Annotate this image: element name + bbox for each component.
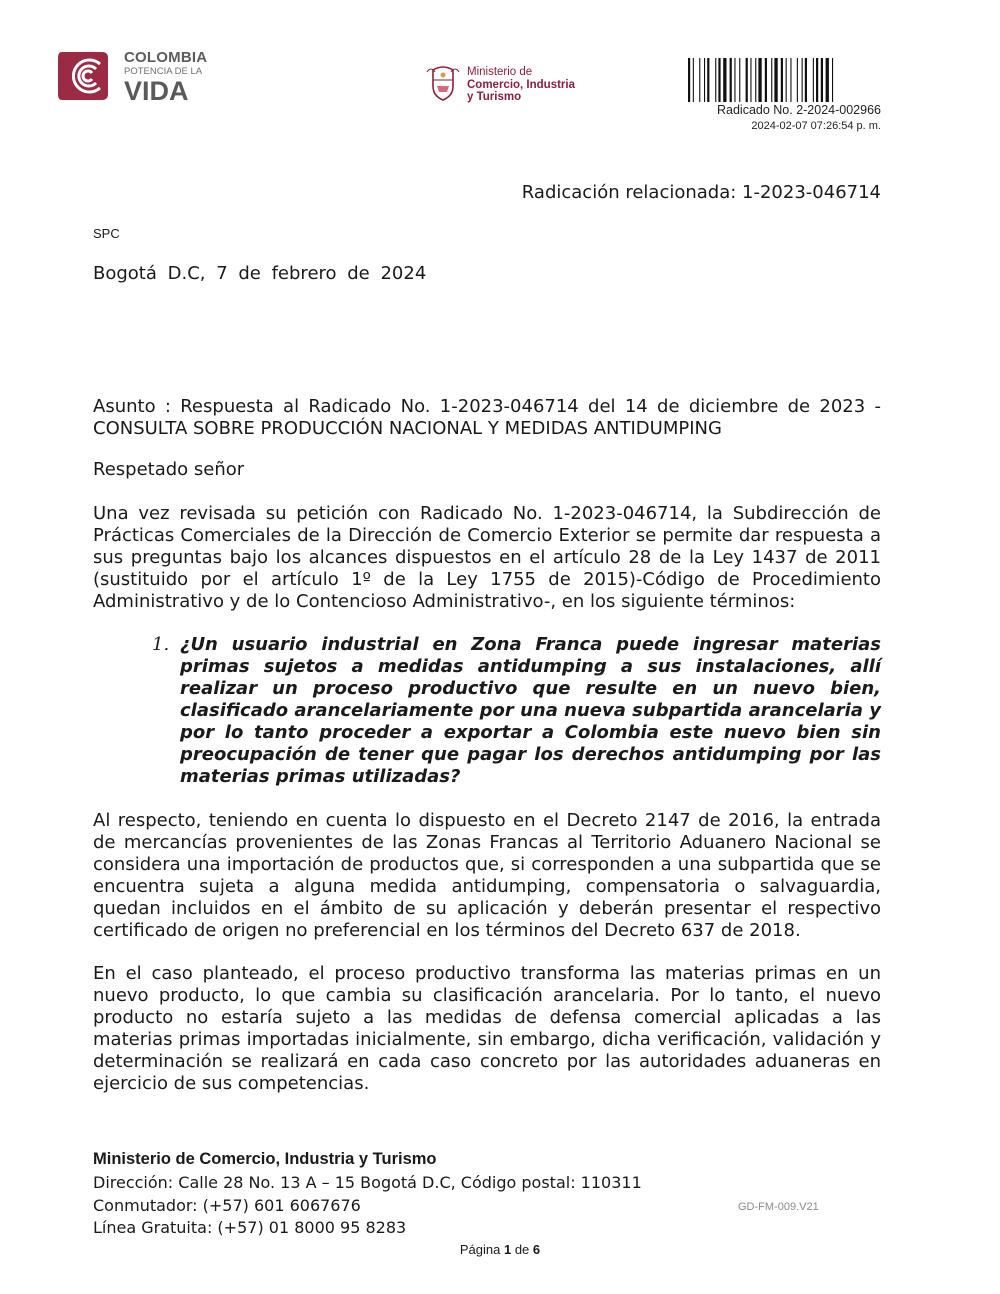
ministry-line-3: y Turismo (467, 91, 522, 103)
footer-address: Dirección: Calle 28 No. 13 A – 15 Bogotá D.C, Código postal: 110311 (93, 1173, 642, 1192)
logo-line-3: VIDA (124, 76, 189, 106)
barcode (688, 58, 880, 102)
question-text: ¿Un usuario industrial en Zona Franca puede ingresar materias primas sujetos a medidas antidumping a sus instalaciones, allí realizar un proceso productivo que resulte en un nuevo bien, clasificado arancelariamente por una nueva subpartida arancelaria y por lo tanto proceder a exportar a Colombia este nuevo bien sin preocupación de tener que pagar los derechos antidumping por las materias primas utilizadas? (180, 634, 881, 787)
letter-greeting: Respetado señor (93, 459, 245, 480)
ministry-line-2: Comercio, Industria (467, 78, 575, 91)
page-of: de (514, 1242, 530, 1257)
colombia-logo-mark-icon (56, 48, 120, 104)
ministry-line-1: Ministerio de (467, 66, 533, 78)
footer-switchboard: Conmutador: (+57) 601 6067676 (93, 1196, 361, 1215)
logo-line-1: COLOMBIA (124, 49, 208, 66)
barcode-icon (688, 58, 880, 102)
form-code: GD-FM-009.V21 (738, 1201, 819, 1213)
related-filing: Radicación relacionada: 1-2023-046714 (521, 182, 881, 203)
coat-of-arms-icon (425, 64, 461, 104)
letter-subject: Asunto : Respuesta al Radicado No. 1-2023-046714 del 14 de diciembre de 2023 - CONSULTA SOBRE PRODUCCIÓN NACIONAL Y MEDIDAS ANTIDUMPING (93, 396, 881, 439)
body-paragraph-2: Al respecto, teniendo en cuenta lo dispuesto en el Decreto 2147 de 2016, la entrada de mercancías provenientes de las Zonas Francas al Territorio Aduanero Nacional se considera una importación de productos que, si corresponden a una subpartida que se encuentra sujeta a alguna medida antidumping, compensatoria o salvaguardia, quedan incluidos en el ámbito de su aplicación y deberán presentar el respectivo certificado de origen no preferencial en los términos del Decreto 637 de 2018. (93, 810, 881, 941)
question-number: 1. (152, 634, 170, 655)
page-number (0, 1242, 1000, 1257)
sender-initials: SPC (93, 226, 120, 241)
logo-line-2: POTENCIA DE LA (124, 66, 203, 77)
radicado-timestamp: 2024-02-07 07:26:54 p. m. (751, 120, 881, 132)
colombia-potencia-logo (56, 48, 216, 108)
letter-date: Bogotá D.C, 7 de febrero de 2024 (93, 263, 427, 284)
body-paragraph-1: Una vez revisada su petición con Radicado No. 1-2023-046714, la Subdirección de Prácticas Comerciales de la Dirección de Comercio Exterior se permite dar respuesta a sus preguntas bajo los alcances dispuestos en el artículo 28 de la Ley 1437 de 2011 (sustituido por el artículo 1º de la Ley 1755 de 2015)-Código de Procedimiento Administrativo y de lo Contencioso Administrativo-, en los siguiente términos: (93, 503, 881, 612)
radicado-number: Radicado No. 2-2024-002966 (716, 103, 881, 117)
page-label: Página (459, 1242, 501, 1257)
body-paragraph-3: En el caso planteado, el proceso productivo transforma las materias primas en un nuevo producto, lo que cambia su clasificación arancelaria. Por lo tanto, el nuevo producto no estaría sujeto a las medidas de defensa comercial aplicadas a las materias primas importadas inicialmente, sin embargo, dicha verificación, validación y determinación se realizará en cada caso concreto por las autoridades aduaneras en ejercicio de sus competencias. (93, 963, 881, 1094)
footer-toll-free: Línea Gratuita: (+57) 01 8000 95 8283 (93, 1218, 407, 1237)
page-total: 6 (532, 1242, 541, 1257)
ministry-logo (425, 64, 595, 108)
page-current: 1 (503, 1242, 512, 1257)
footer-ministry-name: Ministerio de Comercio, Industria y Turismo (93, 1150, 437, 1168)
